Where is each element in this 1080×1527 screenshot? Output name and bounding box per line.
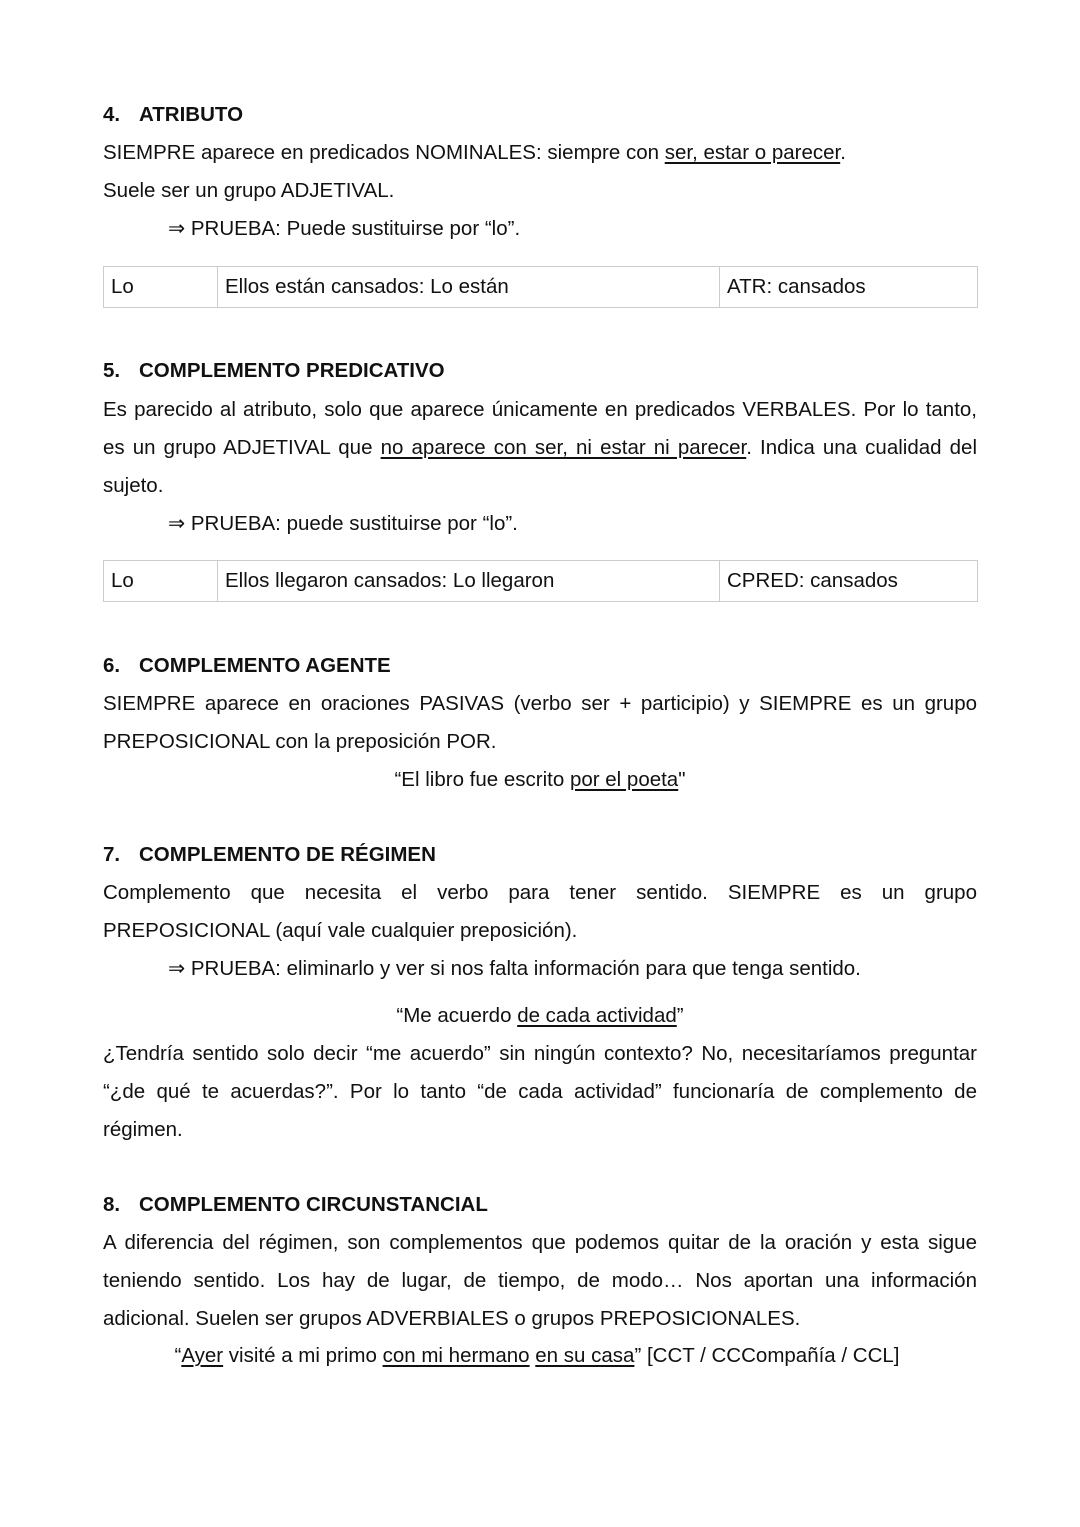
section-8-text: A diferencia del régimen, son complementos que podemos quitar de la oración y esta sigue teniendo sentido. Los hay de lugar, de tiempo, de modo… Nos aportan una información adicional. Suelen ser grupos ADVERBIALES o grupos PREPOSICIONALES. xyxy=(103,1231,977,1330)
section-6-text: SIEMPRE aparece en oraciones PASIVAS (verbo ser + participio) y SIEMPRE es un grupo PREPOSICIONAL con la preposición POR. xyxy=(103,692,977,753)
section-8-example xyxy=(100,1337,974,1375)
text-segment: SIEMPRE aparece en predicados NOMINALES: siempre con xyxy=(103,141,665,164)
text-segment: ” xyxy=(676,1004,684,1027)
atributo-table xyxy=(103,266,978,308)
section-7-text: Complemento que necesita el verbo para tener sentido. SIEMPRE es un grupo PREPOSICIONAL (aquí vale cualquier preposición). xyxy=(103,881,977,942)
section-7-explanation: ¿Tendría sentido solo decir “me acuerdo” sin ningún contexto? No, necesitaríamos preguntar “¿de qué te acuerdas?”. Por lo tanto “de cada actividad” funcionaría de complemento de régimen. xyxy=(103,1042,977,1141)
text-segment: . Indica una cualidad del sujeto. xyxy=(103,436,978,497)
table-cell: ATR: cansados xyxy=(720,267,978,308)
table-cell: Lo xyxy=(104,267,218,308)
section-6-heading xyxy=(103,647,977,685)
section-4-heading xyxy=(103,96,977,134)
text-segment: COMPLEMENTO AGENTE xyxy=(139,654,391,677)
underlined-text: Ayer xyxy=(181,1344,224,1367)
underlined-text: ser, estar o parecer xyxy=(664,141,841,164)
text-segment: COMPLEMENTO PREDICATIVO xyxy=(139,359,445,382)
section-7-heading xyxy=(103,836,977,874)
text-segment: 5. xyxy=(103,359,121,382)
table-cell: Ellos están cansados: Lo están xyxy=(218,267,720,308)
table-cell: Ellos llegaron cansados: Lo llegaron xyxy=(218,561,720,602)
table-row xyxy=(104,267,978,308)
text-segment: ” [CCT / CCCompañía / CCL] xyxy=(634,1344,900,1367)
underlined-text: de cada actividad xyxy=(517,1004,677,1027)
section-6-example xyxy=(103,761,977,799)
table-row xyxy=(104,561,978,602)
section-5-heading xyxy=(103,352,977,390)
text-segment: “Me acuerdo xyxy=(396,1004,518,1027)
text-segment: “ xyxy=(174,1344,182,1367)
text-segment: COMPLEMENTO DE RÉGIMEN xyxy=(139,843,436,866)
table-cell: Lo xyxy=(104,561,218,602)
text-segment: “El libro fue escrito xyxy=(394,768,570,791)
text-segment: 4. xyxy=(103,103,121,126)
section-5-text xyxy=(103,391,977,505)
table-cell: CPRED: cansados xyxy=(720,561,978,602)
section-7-test: ⇒ PRUEBA: eliminarlo y ver si nos falta información para que tenga sentido. xyxy=(168,957,861,980)
text-segment: Es parecido al atributo, solo que aparece únicamente en predicados VERBALES. Por lo tanto, es un grupo ADJETIVAL que xyxy=(103,398,977,459)
text-segment: 6. xyxy=(103,654,121,677)
underlined-text: en su casa xyxy=(535,1344,635,1367)
section-5-test: ⇒ PRUEBA: puede sustituirse por “lo”. xyxy=(168,512,518,535)
underlined-text: no aparece con ser, ni estar ni parecer xyxy=(380,436,747,459)
text-segment: 8. xyxy=(103,1193,121,1216)
section-7-example xyxy=(103,997,977,1035)
text-segment: 7. xyxy=(103,843,121,866)
section-8-heading xyxy=(103,1186,977,1224)
underlined-text: por el poeta xyxy=(569,768,679,791)
text-segment: Suele ser un grupo ADJETIVAL. xyxy=(103,179,395,202)
text-segment: COMPLEMENTO CIRCUNSTANCIAL xyxy=(139,1193,488,1216)
predicativo-table xyxy=(103,560,978,602)
section-4-test: ⇒ PRUEBA: Puede sustituirse por “lo”. xyxy=(168,217,521,240)
underlined-text: con mi hermano xyxy=(382,1344,530,1367)
text-segment: visité a mi primo xyxy=(223,1344,383,1367)
section-4-text xyxy=(103,134,977,210)
text-segment: " xyxy=(678,768,686,791)
text-segment: ATRIBUTO xyxy=(139,103,244,126)
text-segment: . xyxy=(840,141,846,164)
